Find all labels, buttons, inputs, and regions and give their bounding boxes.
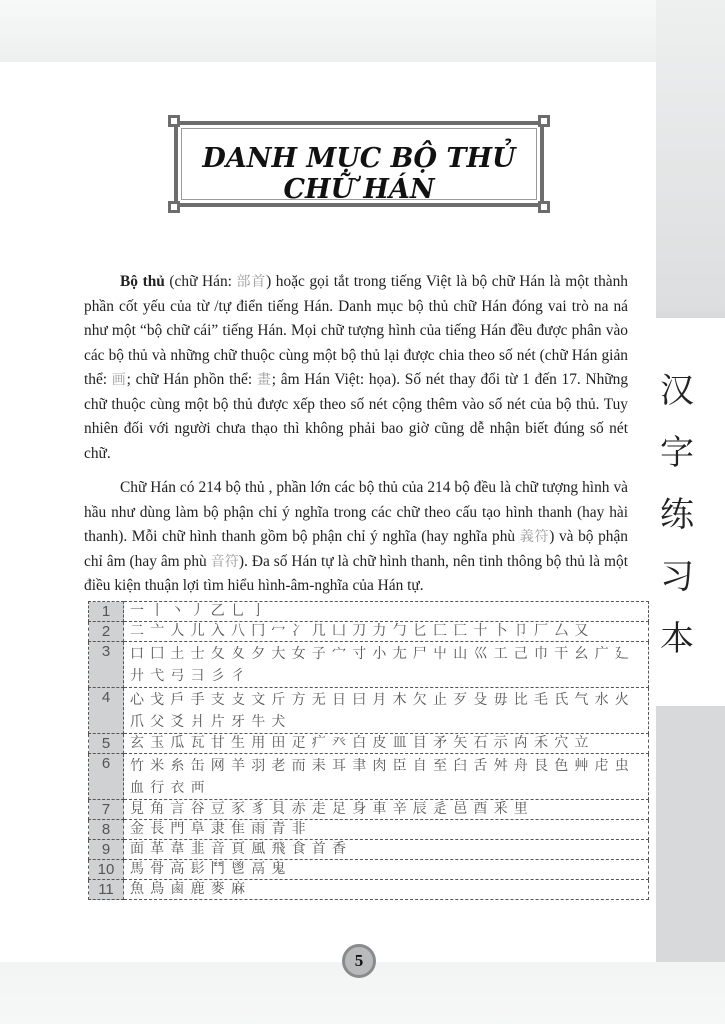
stroke-count: 10 <box>89 860 124 880</box>
stroke-count: 7 <box>89 800 124 820</box>
radical-list: 面革韋韭音頁風飛食首香 <box>124 840 649 860</box>
cjk-term: 画 <box>111 372 127 388</box>
table-row <box>89 754 649 800</box>
stroke-count: 4 <box>89 688 124 734</box>
side-tab-title <box>656 360 698 670</box>
text: Chữ Hán có 214 bộ thủ , phần lớn các bộ thủ của 214 bộ đều là chữ tượng hình và hầu như dùng làm bộ phận chỉ ý nghĩa trong các chữ theo cấu tạo hình thanh (hay hài thanh). Mỗi chữ hình thanh gồm bộ phận chỉ ý nghĩa (hay nghĩa phù <box>84 479 628 545</box>
stroke-count: 8 <box>89 820 124 840</box>
body-text <box>84 270 628 609</box>
page-top-margin <box>0 0 725 62</box>
frame-corner-ornament <box>168 115 180 127</box>
text: ) hoặc gọi tắt trong tiếng Việt là bộ chữ Hán là một thành phần cốt yếu của từ /tự điển tiếng Hán. Danh mục bộ thủ chữ Hán đóng vai trò na ná như một “bộ chữ cái” tiếng Hán. Mọi chữ tượng hình của tiếng Hán đều được phân vào các bộ thủ và những chữ thuộc cùng một bộ thủ lại được chia theo số nét (chữ Hán giản thể: <box>84 273 628 388</box>
title-frame <box>174 121 544 207</box>
stroke-count: 5 <box>89 734 124 754</box>
stroke-count: 9 <box>89 840 124 860</box>
stroke-count: 2 <box>89 622 124 642</box>
table-row <box>89 800 649 820</box>
frame-corner-ornament <box>538 115 550 127</box>
side-char: 习 <box>660 557 694 597</box>
side-char: 字 <box>660 433 694 473</box>
radical-list: 一丨丶丿乙乚亅 <box>124 602 649 622</box>
stroke-count: 6 <box>89 754 124 800</box>
cjk-term: 畫 <box>256 372 272 388</box>
radical-list: 金長門阜隶隹雨青非 <box>124 820 649 840</box>
stroke-count: 11 <box>89 880 124 900</box>
term-bold: Bộ thủ <box>120 273 165 290</box>
text: ; chữ Hán phồn thể: <box>126 371 257 388</box>
radical-list: 二亠人儿入八冂冖冫几凵刀力勹匕匚匸十卜卩厂厶又 <box>124 622 649 642</box>
table-row <box>89 860 649 880</box>
paragraph-radicals <box>84 476 628 599</box>
cjk-term: 部首 <box>236 274 267 290</box>
text: (chữ Hán: <box>164 273 237 290</box>
text: ). Đa số Hán tự là chữ hình thanh, nên tinh thông bộ thủ là một điều kiện thuận lợi tìm hiểu hình-âm-nghĩa của Hán tự. <box>84 552 628 594</box>
table-row <box>89 734 649 754</box>
cjk-term: 義符 <box>519 529 550 545</box>
table-row <box>89 820 649 840</box>
cjk-term: 音符 <box>210 553 239 570</box>
radical-list: 竹米糸缶网羊羽老而耒耳聿肉臣自至臼舌舛舟艮色艸虍虫血行衣襾 <box>124 754 649 800</box>
page-title: DANH MỤC BỘ THỦ CHỮ HÁN <box>202 143 516 205</box>
table-row <box>89 688 649 734</box>
radical-list: 口囗土士夂夊夕大女子宀寸小尢尸屮山巛工己巾干幺广廴廾弋弓彐彡彳 <box>124 642 649 688</box>
side-char: 汉 <box>660 371 694 411</box>
table-row <box>89 840 649 860</box>
stroke-count: 1 <box>89 602 124 622</box>
table-row <box>89 642 649 688</box>
radical-list: 魚鳥鹵鹿麥麻 <box>124 880 649 900</box>
side-char: 本 <box>660 619 694 659</box>
radical-list: 馬骨高髟鬥鬯鬲鬼 <box>124 860 649 880</box>
table-row <box>89 622 649 642</box>
paragraph-intro <box>84 270 628 466</box>
radical-list: 見角言谷豆豕豸貝赤走足身車辛辰辵邑酉釆里 <box>124 800 649 820</box>
side-char: 练 <box>660 495 694 535</box>
radical-table <box>88 601 649 900</box>
radical-list: 玄玉瓜瓦甘生用田疋疒癶白皮皿目矛矢石示禸禾穴立 <box>124 734 649 754</box>
table-row <box>89 602 649 622</box>
text: ) và bộ phận chỉ âm (hay âm phù <box>84 528 628 570</box>
table-row <box>89 880 649 900</box>
text: ; âm Hán Việt: họa). Số nét thay đổi từ 1 đến 17. Những chữ thuộc cùng một bộ thủ được xếp theo số nét cộng thêm vào số nét của bộ thủ. Tuy nhiên đối với người chưa thạo thì không phải bao giờ cũng dễ nhận biết đúng số nét chữ. <box>84 371 629 462</box>
radical-list: 心戈戶手支攴文斤方无日曰月木欠止歹殳毋比毛氏气水火爪父爻爿片牙牛犬 <box>124 688 649 734</box>
stroke-count: 3 <box>89 642 124 688</box>
page-number-badge: 5 <box>342 944 376 978</box>
